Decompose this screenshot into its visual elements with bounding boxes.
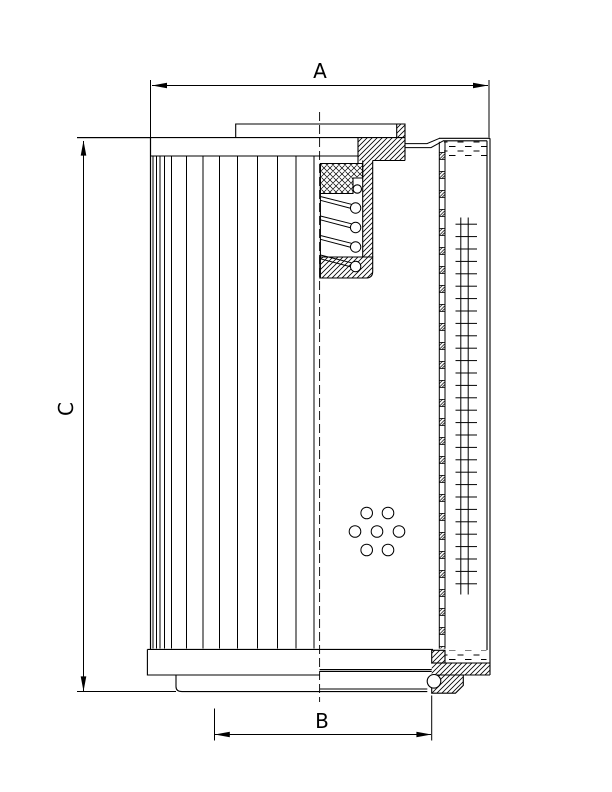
bypass-valve xyxy=(320,161,373,279)
top-end-cap xyxy=(77,124,443,164)
adapter-flange-hatch xyxy=(358,138,405,161)
support-mesh xyxy=(456,218,478,595)
bottom-skirt-left xyxy=(176,675,320,692)
drain-hole xyxy=(361,544,373,556)
shell-connecting-plate xyxy=(405,138,443,147)
dim-c-label: C xyxy=(54,402,78,416)
spring-wire-section xyxy=(350,261,360,271)
cap-step-wall-hatch xyxy=(397,124,405,138)
seal-retainer xyxy=(353,185,361,193)
drain-hole xyxy=(349,526,361,538)
top-gasket-dashes xyxy=(444,142,487,158)
drain-hole xyxy=(361,507,373,519)
drain-hole xyxy=(393,526,405,538)
o-ring xyxy=(427,675,441,689)
spring-wire-section xyxy=(350,222,360,232)
drain-holes xyxy=(349,507,405,556)
dim-c-arrow-top xyxy=(81,141,87,156)
valve-housing-wall-hatch xyxy=(363,161,373,258)
bottom-gasket-dashes xyxy=(445,651,487,664)
cap-step xyxy=(236,124,405,138)
dim-c-arrow-bottom xyxy=(81,676,87,691)
mesh-ticks xyxy=(456,222,478,592)
spring-wire-section xyxy=(350,203,360,213)
dim-a-arrow-left xyxy=(152,83,167,89)
dim-a-label: A xyxy=(313,59,327,83)
drain-hole xyxy=(382,544,394,556)
dim-a-arrow-right xyxy=(473,83,488,89)
bottom-end-cap xyxy=(147,649,490,693)
bottom-cap-block xyxy=(432,650,445,663)
dim-b-label: B xyxy=(315,709,329,733)
spring-wire-section xyxy=(350,242,360,252)
spring-coil-line xyxy=(320,216,351,228)
spring-coil-line xyxy=(320,197,351,209)
dimension-c xyxy=(77,138,176,692)
dim-b-arrow-right xyxy=(416,732,431,738)
bottom-cap-outline-left xyxy=(147,649,319,675)
core-tube xyxy=(439,142,445,649)
dim-b-arrow-left xyxy=(215,732,230,738)
spring-coil-line xyxy=(320,236,351,248)
core-tube-perforation xyxy=(439,142,445,649)
drain-hole xyxy=(382,507,394,519)
bottom-cap-band-hatch xyxy=(432,663,490,675)
pleated-media xyxy=(151,138,315,650)
valve-seat xyxy=(320,257,373,278)
drain-hole xyxy=(371,526,383,538)
